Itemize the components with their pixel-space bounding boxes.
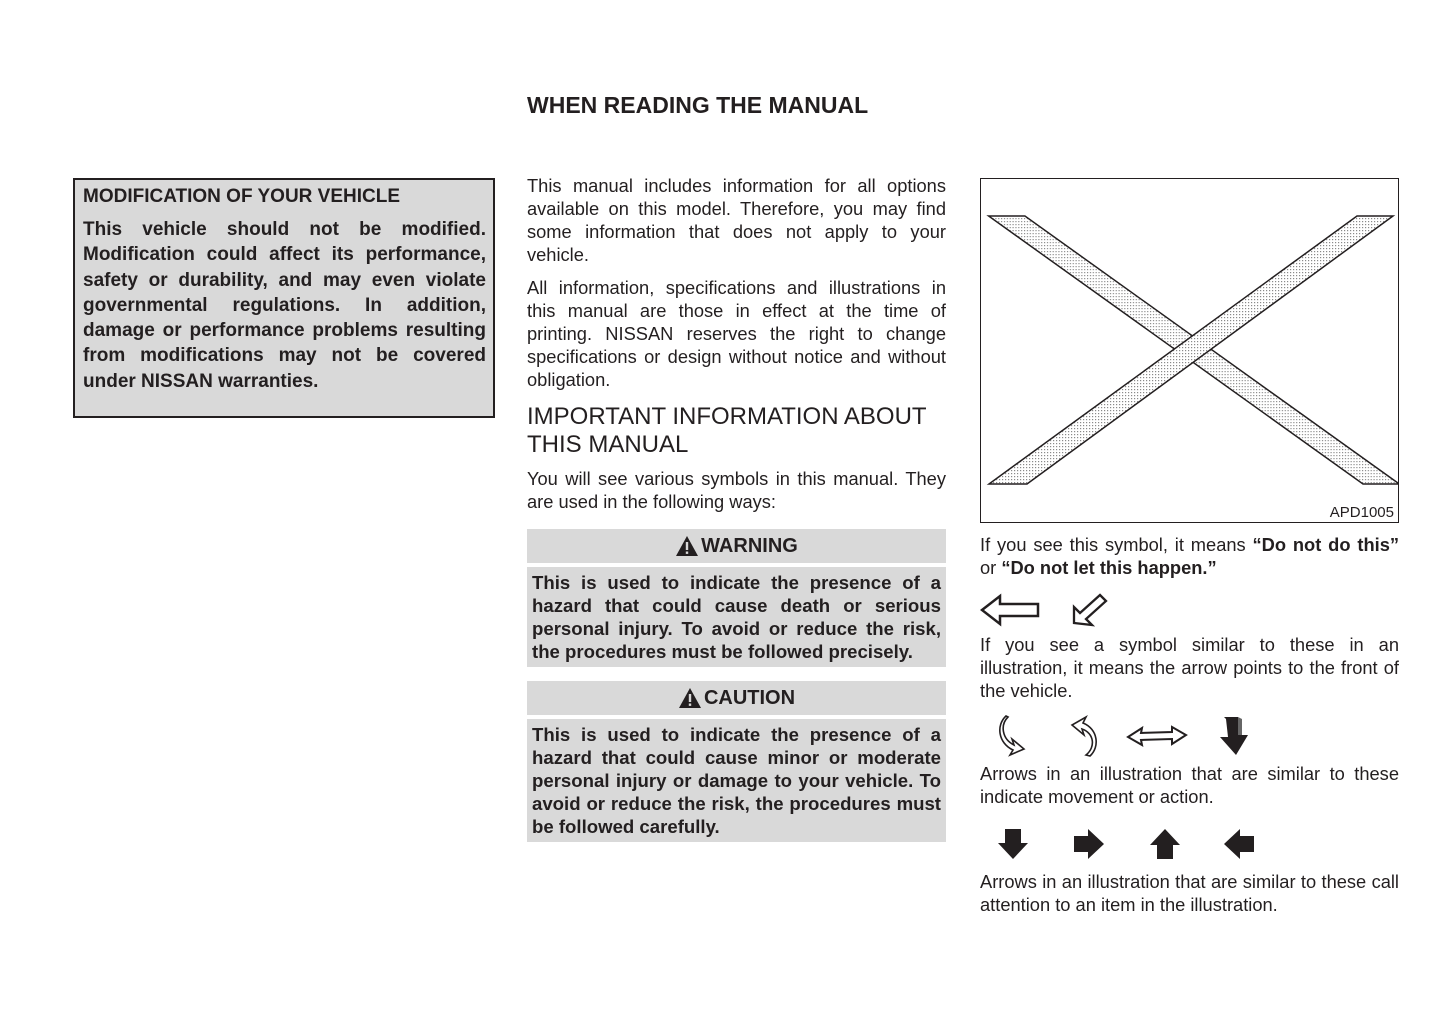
caution-notice	[527, 681, 946, 842]
figure-code: APD1005	[1329, 504, 1394, 521]
right-column	[980, 178, 1399, 916]
warning-header	[527, 529, 946, 563]
warning-body: This is used to indicate the presence of a hazard that could cause death or serious personal injury. To avoid or reduce the risk, the procedures must be followed precisely.	[527, 567, 946, 667]
attention-arrow-text: Arrows in an illustration that are similar to these call attention to an item in the illustration.	[980, 871, 1399, 915]
intro-paragraph-1: This manual includes information for all options available on this model. Therefore, you may find some information that does not apply to your vehicle.	[527, 175, 946, 265]
front-arrow-left-icon	[980, 593, 1042, 627]
do-not-figure	[980, 178, 1399, 523]
solid-up-arrow-icon	[1148, 827, 1182, 861]
solid-right-arrow-icon	[1072, 827, 1106, 861]
modification-body: This vehicle should not be modified. Modification could affect its performance, safety or durability, and may even violate governmental regulations. In addition, damage or performance problems resulting from modifications may not be covered under NISSAN warranties.	[83, 219, 486, 392]
front-arrow-row	[980, 591, 1399, 629]
do-not-let-this-happen: “Do not let this happen.”	[1001, 557, 1217, 578]
do-not-do-this: “Do not do this”	[1252, 534, 1399, 555]
caution-label: CAUTION	[703, 686, 796, 709]
curved-down-arrow-icon	[998, 715, 1034, 757]
solid-left-arrow-icon	[1222, 827, 1256, 861]
caution-triangle-icon	[678, 687, 702, 709]
front-arrow-diagonal-icon	[1068, 591, 1118, 629]
modification-heading: MODIFICATION OF YOUR VEHICLE	[83, 186, 401, 207]
x-symbol-or: or	[980, 557, 1002, 578]
warning-label: WARNING	[701, 534, 798, 557]
front-arrow-text: If you see a symbol similar to these in an illustration, it means the arrow points to the front of the vehicle.	[980, 634, 1399, 701]
warning-notice	[527, 529, 946, 667]
modification-notice-box	[73, 178, 495, 418]
movement-arrow-row	[980, 714, 1399, 758]
double-arrow-icon	[1126, 724, 1188, 748]
large-x-icon	[981, 179, 1398, 522]
middle-column	[527, 174, 946, 842]
important-body: You will see various symbols in this manual. They are used in the following ways:	[527, 468, 946, 512]
warning-triangle-icon	[675, 535, 699, 557]
solid-down-arrow-icon	[996, 827, 1030, 861]
page-title: WHEN READING THE MANUAL	[527, 92, 869, 118]
attention-arrow-row	[980, 826, 1399, 862]
caution-header	[527, 681, 946, 715]
x-symbol-prefix: If you see this symbol, it means	[980, 534, 1253, 555]
intro-paragraph-2: All information, specifications and illustrations in this manual are those in effect at the time of printing. NISSAN reserves the right to change specifications or design without notice and without obligation.	[527, 277, 946, 390]
important-heading: IMPORTANT INFORMATION ABOUT THIS MANUAL	[527, 403, 927, 458]
x-symbol-text	[980, 533, 1399, 579]
bent-down-arrow-icon	[1214, 715, 1254, 757]
curved-up-arrow-icon	[1064, 715, 1100, 757]
movement-arrow-text: Arrows in an illustration that are similar to these indicate movement or action.	[980, 763, 1399, 807]
caution-body: This is used to indicate the presence of a hazard that could cause minor or moderate personal injury or damage to your vehicle. To avoid or reduce the risk, the procedures must be followed carefully.	[527, 719, 946, 842]
